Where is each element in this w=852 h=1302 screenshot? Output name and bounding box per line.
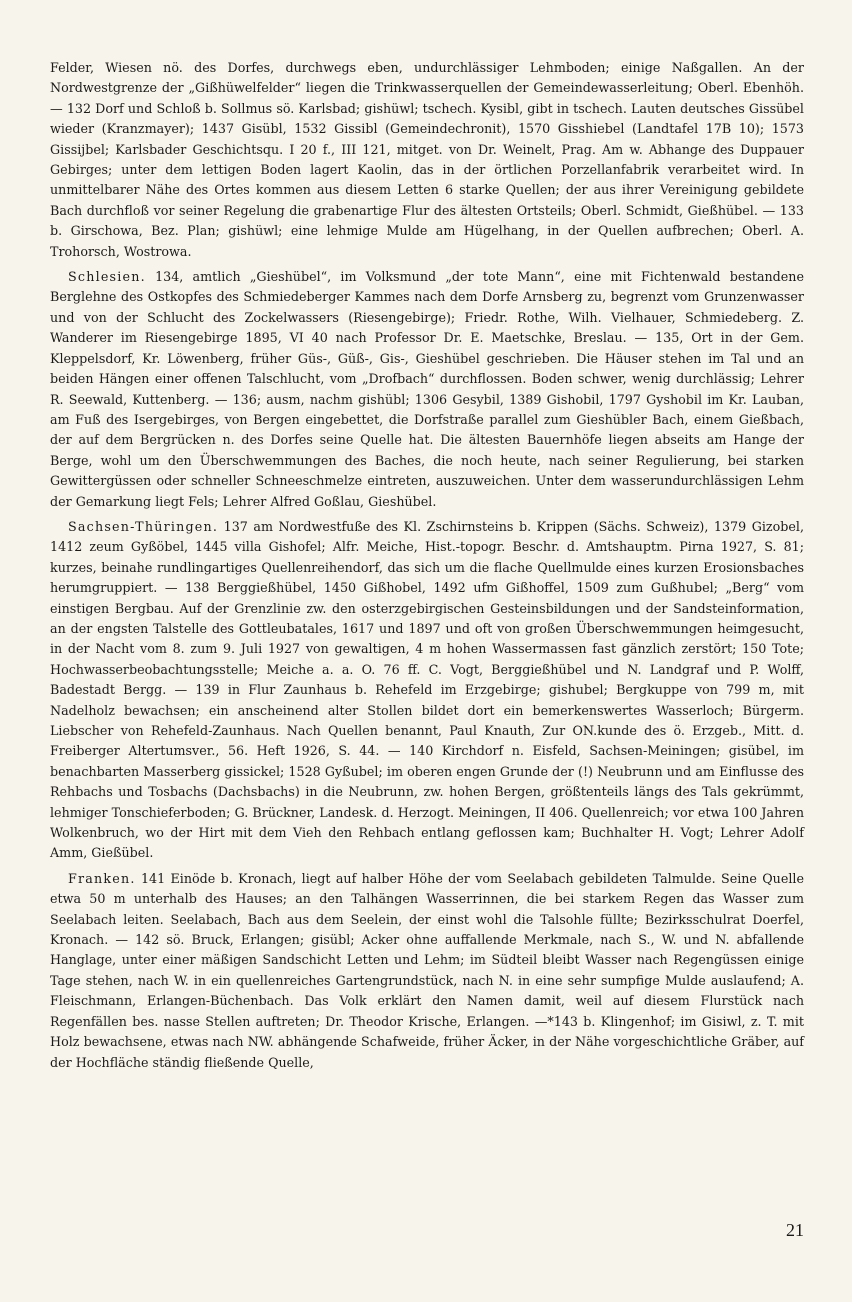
- paragraph-text: Felder, Wiesen nö. des Dorfes, durchwegs eben, undurchlässiger Lehmboden; einige Naßgallen. An der Nordwestgrenze der „Gißhüwelfelder“ liegen die Trinkwasserquellen der Gemeindewasserleitung; Oberl. Ebenhöh. — 132 Dorf und Schloß b. Sollmus sö. Karlsbad; gishüwl; tschech. Kysibl, gibt in tschech. Lauten deutsches Gissübel wieder (Kranzmayer); 1437 Gisübl, 1532 Gissibl (Gemeindechronit), 1570 Gisshiebel (Landtafel 17B 10); 1573 Gissijbel; Karlsbader Geschichtsqu. I 20 f., III 121, mitget. von Dr. Weinelt, Prag. Am w. Abhange des Duppauer Gebirges; unter dem lettigen Boden lagert Kaolin, das in der örtlichen Porzellanfabrik verarbeitet wird. In unmittelbarer Nähe des Ortes kommen aus diesem Letten 6 starke Quellen; der aus ihrer Vereinigung gebildete Bach durchfloß vor seiner Regelung die grabenartige Flur des ältesten Ortsteils; Oberl. Schmidt, Gießhübel. — 133 b. Girschowa, Bez. Plan; gishüwl; eine lehmige Mulde am Hügelhang, in der Quellen aufbrechen; Oberl. A. Trohorsch, Wostrowa.: [50, 60, 804, 259]
- region-heading: Schlesien.: [68, 269, 146, 285]
- page-number: 21: [786, 1220, 804, 1240]
- paragraph-text: 137 am Nordwestfuße des Kl. Zschirnsteins b. Krippen (Sächs. Schweiz), 1379 Gizobel, 1412 zeum Gyßöbel, 1445 villa Gishofel; Alfr. Meiche, Hist.-topogr. Beschr. d. Amtshauptm. Pirna 1927, S. 81; kurzes, beinahe rundlingartiges Quellenreihendorf, das sich um die flache Quellmulde eines kurzen Erosionsbaches herumgruppiert. — 138 Berggießhübel, 1450 Gißhobel, 1492 ufm Gißhoffel, 1509 zum Gußhubel; „Berg“ vom einstigen Bergbau. Auf der Grenzlinie zw. den osterzgebirgischen Gesteinsbildungen und der Sandsteinformation, an der engsten Talstelle des Gottleubatales, 1617 und 1897 und oft von großen Überschwemmungen heimgesucht, in der Nacht vom 8. zum 9. Juli 1927 von gewaltigen, 4 m hohen Wassermassen fast gänzlich zerstört; 150 Tote; Hochwasserbeobachtungsstelle; Meiche a. a. O. 76 ff. C. Vogt, Berggießhübel und N. Landgraf und P. Wolff, Badestadt Bergg. — 139 in Flur Zaunhaus b. Rehefeld im Erzgebirge; gishubel; Bergkuppe von 799 m, mit Nadelholz bewachsen; ein anscheinend alter Stollen bildet dort ein bemerkenswertes Wasserloch; Bürgerm. Liebscher von Rehefeld-Zaunhaus. Nach Quellen benannt, Paul Knauth, Zur ON.kunde des ö. Erzgeb., Mitt. d. Freiberger Altertumsver., 56. Heft 1926, S. 44. — 140 Kirchdorf n. Eisfeld, Sachsen-Meiningen; gisübel, im benachbarten Masserberg gissickel; 1528 Gyßubel; im oberen engen Grunde der (!) Neubrunn und am Einflusse des Rehbachs und Tosbachs (Dachsbachs) in die Neubrunn, zw. hohen Bergen, größtenteils längs des Tals gekrümmt, lehmiger Tonschieferboden; G. Brückner, Landesk. d. Herzogt. Meiningen, II 406. Quellenreich; vor etwa 100 Jahren Wolkenbruch, wo der Hirt mit dem Vieh den Rehbach entlang geflossen kam; Buchhalter H. Vogt; Lehrer Adolf Amm, Gießübel.: [50, 518, 804, 861]
- paragraph-text: 134, amtlich „Gieshübel“, im Volksmund „der tote Mann“, eine mit Fichtenwald bestandene Berglehne des Ostkopfes des Schmiedeberger Kammes nach dem Dorfe Arnsberg zu, begrenzt vom Grunzenwasser und von der Schlucht des Zockelwassers (Riesengebirge); Friedr. Rothe, Wilh. Vielhauer, Schmiedeberg. Z. Wanderer im Riesengebirge 1895, VI 40 nach Professor Dr. E. Maetschke, Breslau. — 135, Ort in der Gem. Kleppelsdorf, Kr. Löwenberg, früher Güs-, Güß-, Gis-, Gieshübel geschrieben. Die Häuser stehen im Tal und an beiden Hängen einer offenen Talschlucht, vom „Drofbach“ durchflossen. Boden schwer, wenig durchlässig; Lehrer R. Seewald, Kuttenberg. — 136; ausm, nachm gishübl; 1306 Gesybil, 1389 Gishobil, 1797 Gyshobil im Kr. Lauban, am Fuß des Isergebirges, von Bergen eingebettet, die Dorfstraße parallel zum Gieshübler Bach, einem Gießbach, der auf dem Bergrücken n. des Dorfes seine Quelle hat. Die ältesten Bauernhöfe liegen abseits am Hange der Berge, wohl um den Überschwemmungen des Baches, die noch heute, nach seiner Regulierung, bei starken Gewittergüssen oder schneller Schneeschmelze eintreten, auszuweichen. Unter dem wasserundurchlässigen Lehm der Gemarkung liegt Fels; Lehrer Alfred Goßlau, Gieshübel.: [50, 269, 804, 509]
- paragraph-continuation: [50, 58, 804, 262]
- region-heading: Sachsen-Thüringen.: [68, 518, 219, 534]
- region-heading: Franken.: [68, 870, 136, 886]
- paragraph-text: 141 Einöde b. Kronach, liegt auf halber Höhe der vom Seelabach gebildeten Talmulde. Seine Quelle etwa 50 m unterhalb des Hauses; an den Talhängen Wasserrinnen, die bei starkem Regen das Wasser zum Seelabach leiten. Seelabach, Bach aus dem Seelein, der einst wohl die Talsohle füllte; Bezirksschulrat Doerfel, Kronach. — 142 sö. Bruck, Erlangen; gisübl; Acker ohne auffallende Merkmale, nach S., W. und N. abfallende Hanglage, unter einer mäßigen Sandschicht Letten und Lehm; im Südteil bleibt Wasser nach Regengüssen einige Tage stehen, nach W. in ein quellenreiches Gartengrundstück, nach N. in eine sehr sumpfige Mulde auslaufend; A. Fleischmann, Erlangen-Büchenbach. Das Volk erklärt den Namen damit, weil auf diesem Flurstück nach Regenfällen bes. nasse Stellen auftreten; Dr. Theodor Krische, Erlangen. —*143 b. Klingenhof; im Gisiwl, z. T. mit Holz bewachsene, etwas nach NW. abhängende Schafweide, früher Äcker, in der Nähe vorgeschichtliche Gräber, auf der Hochfläche ständig fließende Quelle,: [50, 870, 804, 1070]
- paragraph-schlesien: [50, 267, 804, 512]
- paragraph-sachsen-thueringen: [50, 517, 804, 864]
- paragraph-franken: [50, 869, 804, 1073]
- body-text: [50, 58, 804, 1073]
